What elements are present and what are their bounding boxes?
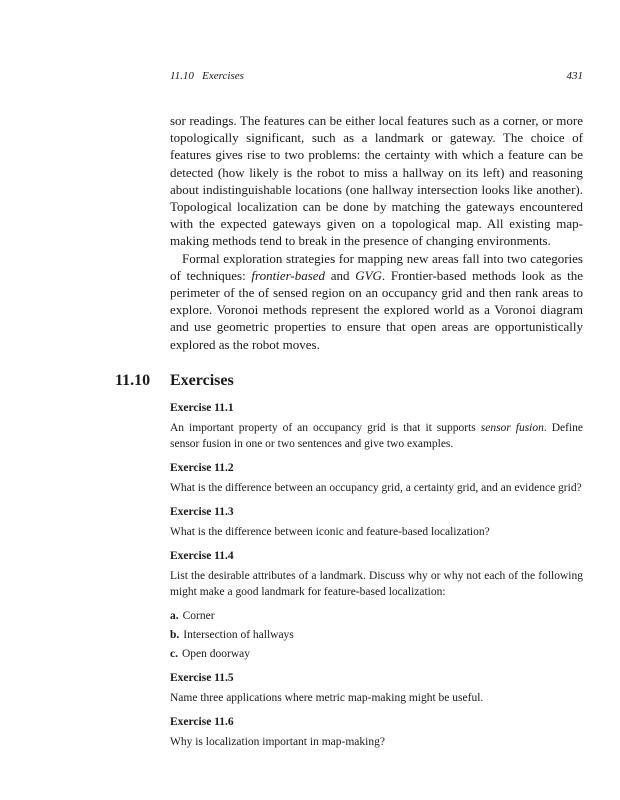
exercise-title: Exercise 11.5 [170, 672, 234, 684]
paragraph-1: sor readings. The features can be either local features such as a corner, or more topologically significant, such as a landmark or gateway. The choice of features gives rise to two problems: the certainty with which a feature can be detected (how likely is the robot to miss a hallway on its left) and reasoning about indistinguishable locations (one hallway intersection looks like another). Topological localization can be done by matching the gateways encountered with the expected gateways given on a topological map. All existing map-making methods tend to break in the presence of changing environments. [170, 113, 583, 249]
exercise-11-6 [170, 714, 583, 750]
section-number: 11.10 [115, 372, 151, 389]
exercise-title: Exercise 11.6 [170, 716, 234, 728]
running-header [170, 70, 583, 86]
exercise-list [170, 400, 583, 758]
exercise-title: Exercise 11.1 [170, 402, 234, 414]
item-text: Intersection of hallways [183, 629, 294, 641]
exercise-text [170, 420, 583, 452]
paragraph-2 [170, 250, 583, 353]
exercise-text: What is the difference between an occupancy grid, a certainty grid, and an evidence grid? [170, 482, 582, 494]
exercise-11-2 [170, 460, 583, 496]
term-sensor-fusion: sensor fusion [480, 422, 544, 434]
exercise-text: List the desirable attributes of a landmark. Discuss why or why not each of the following might make a good landmark for feature-based localization: [170, 570, 583, 598]
body-text [170, 112, 583, 353]
term-frontier-based: frontier-based [251, 267, 326, 283]
exercise-11-4 [170, 548, 583, 662]
page-number: 431 [566, 70, 583, 82]
exercise-11-1 [170, 400, 583, 452]
exercise-title: Exercise 11.3 [170, 506, 234, 518]
exercise-11-5 [170, 670, 583, 706]
item-label: b. [170, 629, 180, 641]
exercise-text: What is the difference between iconic and feature-based localization? [170, 526, 490, 538]
paragraph-2-part-c: . Frontier-based methods look as the perimeter of the of sensed region on an occupancy grid and then rank areas to explore. Voronoi methods represent the explored world as a Voronoi diagram and use geometric properties to ensure that open areas are opportunistically explored as the robot moves. [170, 267, 583, 352]
list-item [170, 627, 583, 643]
item-text: Open doorway [181, 648, 251, 660]
item-text: Corner [182, 610, 215, 622]
list-item [170, 646, 583, 662]
exercise-options [170, 608, 583, 662]
list-item [170, 608, 583, 624]
exercise-text: Why is localization important in map-making? [170, 736, 385, 748]
header-section-label: 11.10 Exercises [170, 70, 244, 82]
exercise-11-3 [170, 504, 583, 540]
item-label: a. [170, 610, 179, 622]
section-title: Exercises [170, 372, 234, 389]
term-gvg: GVG [355, 267, 382, 283]
exercise-text-part-a: An important property of an occupancy grid is that it supports [170, 422, 481, 434]
exercise-text-part-b: . Define sensor fusion in one or two sentences and give two examples. [170, 422, 584, 450]
exercise-text: Name three applications where metric map-making might be useful. [170, 692, 484, 704]
paragraph-2-part-a: Formal exploration strategies for mapping new areas fall into two categories of techniques: [170, 250, 583, 283]
item-label: c. [170, 648, 178, 660]
exercise-title: Exercise 11.4 [170, 550, 234, 562]
exercise-title: Exercise 11.2 [170, 462, 234, 474]
paragraph-2-part-b: and [325, 267, 356, 283]
